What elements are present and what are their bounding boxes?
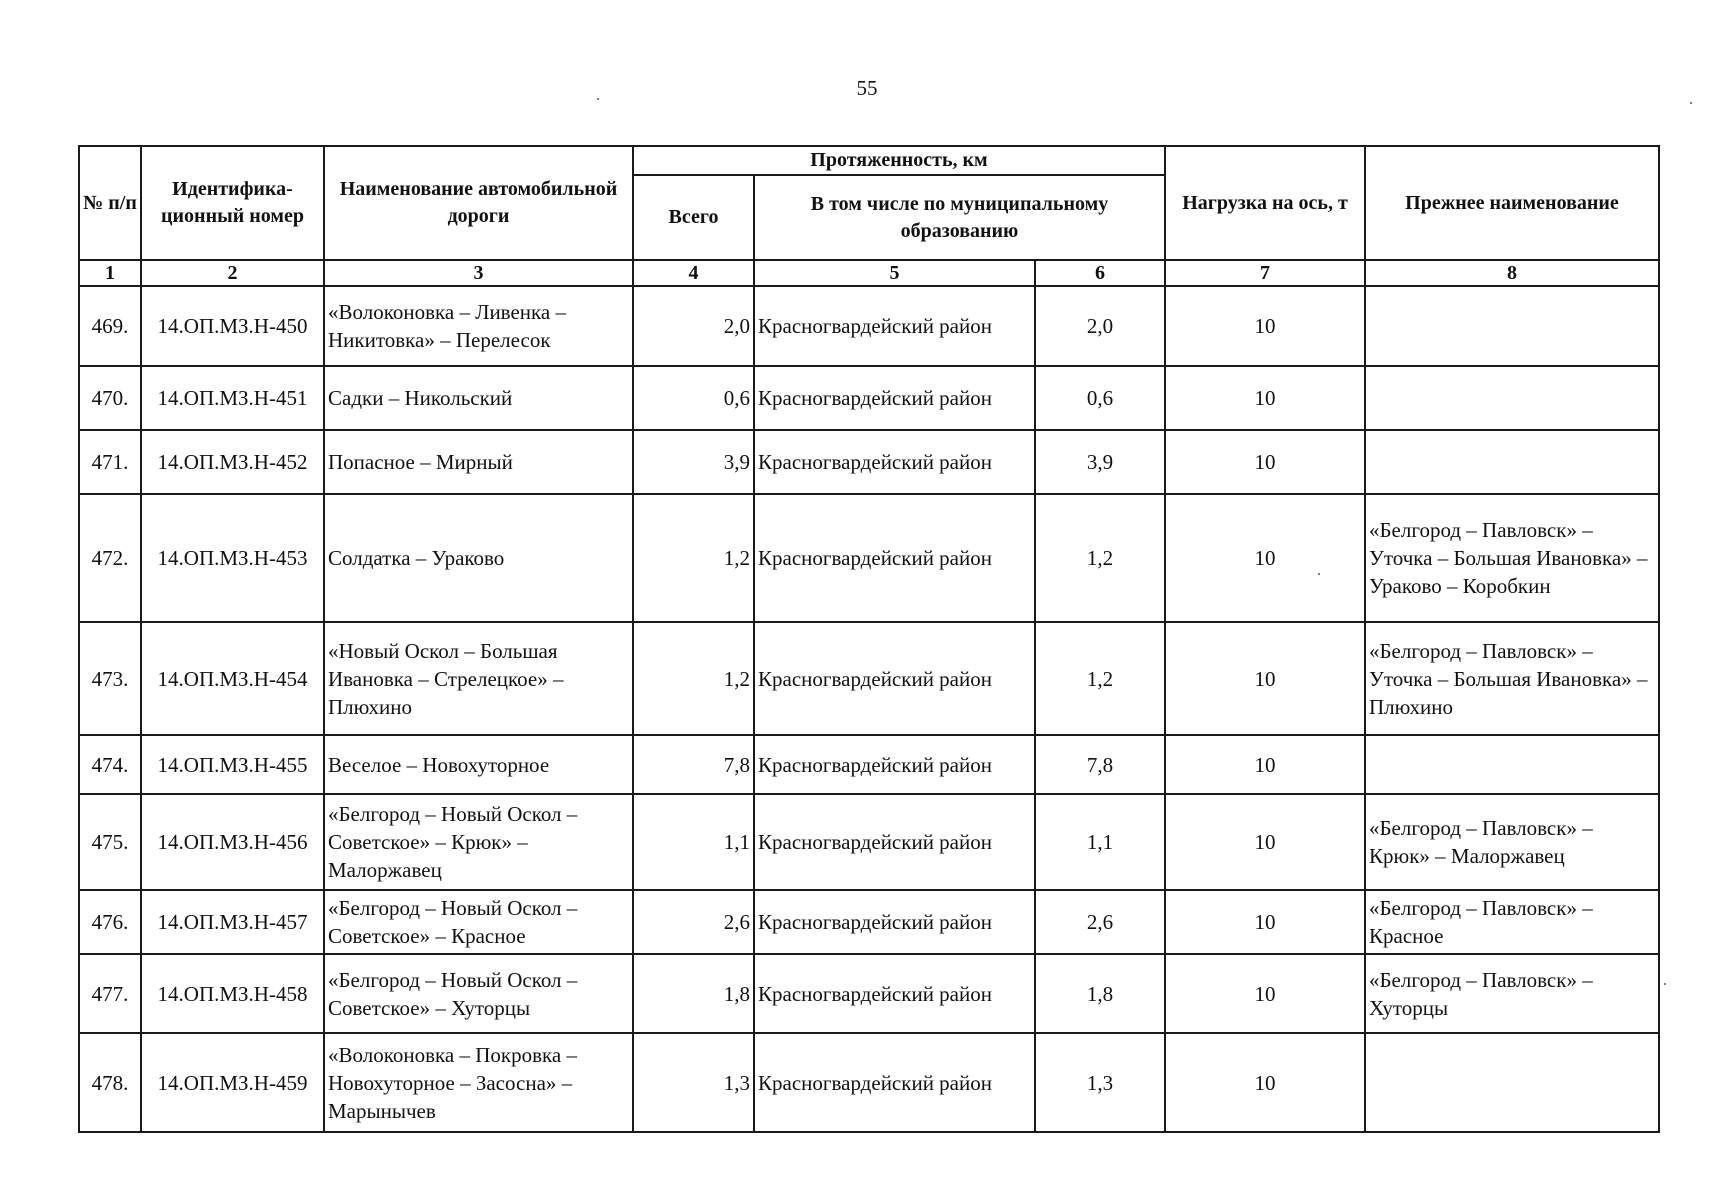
old-name: «Белгород – Павловск» – Уточка – Большая Ивановка» – Плюхино [1365,622,1659,735]
road-name: «Новый Оскол – Большая Ивановка – Стрелецкое» – Плюхино [324,622,633,735]
road-id: 14.ОП.МЗ.Н-458 [141,954,324,1033]
axle-load: 10 [1165,890,1365,954]
header-old-name: Прежнее наименование [1365,146,1659,260]
header-road-name: Наименование автомобильной дороги [324,146,633,260]
municipality-name: Красногвардейский район [754,622,1035,735]
road-name: Веселое – Новохуторное [324,735,633,794]
municipality-length: 2,0 [1035,286,1165,366]
total-length: 1,8 [633,954,754,1033]
row-number: 477. [79,954,141,1033]
axle-load: 10 [1165,286,1365,366]
column-number: 5 [754,260,1035,286]
old-name [1365,735,1659,794]
road-name: Попасное – Мирный [324,430,633,494]
old-name: «Белгород – Павловск» – Крюк» – Малоржавец [1365,794,1659,890]
row-number: 475. [79,794,141,890]
column-number: 7 [1165,260,1365,286]
municipality-length: 7,8 [1035,735,1165,794]
road-id: 14.ОП.МЗ.Н-457 [141,890,324,954]
scan-speck [597,98,599,100]
municipality-name: Красногвардейский район [754,494,1035,622]
municipality-length: 1,3 [1035,1033,1165,1132]
municipality-name: Красногвардейский район [754,735,1035,794]
old-name [1365,366,1659,430]
road-id: 14.ОП.МЗ.Н-450 [141,286,324,366]
total-length: 7,8 [633,735,754,794]
municipality-length: 2,6 [1035,890,1165,954]
header-total: Всего [633,175,754,260]
scan-speck [1690,102,1692,104]
row-number: 471. [79,430,141,494]
road-name: «Белгород – Новый Оскол – Советское» – Хуторцы [324,954,633,1033]
total-length: 1,3 [633,1033,754,1132]
municipality-length: 1,2 [1035,494,1165,622]
old-name [1365,1033,1659,1132]
row-number: 470. [79,366,141,430]
table-row [79,735,1659,794]
total-length: 2,0 [633,286,754,366]
row-number: 474. [79,735,141,794]
header-length-group: Протяженность, км [633,146,1165,175]
table-row [79,794,1659,890]
road-id: 14.ОП.МЗ.Н-455 [141,735,324,794]
axle-load: 10 [1165,954,1365,1033]
road-name: «Волоконовка – Ливенка – Никитовка» – Перелесок [324,286,633,366]
axle-load: 10 [1165,735,1365,794]
table-row [79,430,1659,494]
road-id: 14.ОП.МЗ.Н-452 [141,430,324,494]
old-name [1365,286,1659,366]
total-length: 0,6 [633,366,754,430]
header-id: Идентифика- ционный номер [141,146,324,260]
table-row [79,366,1659,430]
municipality-length: 1,1 [1035,794,1165,890]
total-length: 3,9 [633,430,754,494]
column-number: 6 [1035,260,1165,286]
roads-table [78,145,1660,1133]
row-number: 472. [79,494,141,622]
municipality-length: 1,8 [1035,954,1165,1033]
municipality-name: Красногвардейский район [754,794,1035,890]
row-number: 478. [79,1033,141,1132]
road-id: 14.ОП.МЗ.Н-453 [141,494,324,622]
page-number: 55 [856,76,878,100]
road-id: 14.ОП.МЗ.Н-454 [141,622,324,735]
column-number: 8 [1365,260,1659,286]
column-number: 3 [324,260,633,286]
municipality-name: Красногвардейский район [754,366,1035,430]
axle-load: 10 [1165,622,1365,735]
municipality-length: 0,6 [1035,366,1165,430]
road-id: 14.ОП.МЗ.Н-456 [141,794,324,890]
municipality-name: Красногвардейский район [754,430,1035,494]
axle-load: 10 [1165,1033,1365,1132]
table-row [79,954,1659,1033]
table-row [79,1033,1659,1132]
municipality-name: Красногвардейский район [754,286,1035,366]
municipality-name: Красногвардейский район [754,954,1035,1033]
road-name: «Белгород – Новый Оскол – Советское» – Крюк» – Малоржавец [324,794,633,890]
total-length: 1,2 [633,494,754,622]
road-id: 14.ОП.МЗ.Н-459 [141,1033,324,1132]
axle-load: 10 [1165,430,1365,494]
scan-speck [1664,983,1666,985]
axle-load: 10 [1165,366,1365,430]
total-length: 1,1 [633,794,754,890]
road-name: Солдатка – Ураково [324,494,633,622]
road-name: «Волоконовка – Покровка – Новохуторное – Засосна» – Марынычев [324,1033,633,1132]
header-no: № п/п [79,146,141,260]
row-number: 473. [79,622,141,735]
total-length: 1,2 [633,622,754,735]
municipality-name: Красногвардейский район [754,890,1035,954]
header-axle-load: Нагрузка на ось, т [1165,146,1365,260]
column-number: 2 [141,260,324,286]
old-name: «Белгород – Павловск» – Уточка – Большая Ивановка» – Ураково – Коробкин [1365,494,1659,622]
header-municipality: В том числе по муниципальному образованию [754,175,1165,260]
row-number: 469. [79,286,141,366]
municipality-name: Красногвардейский район [754,1033,1035,1132]
road-id: 14.ОП.МЗ.Н-451 [141,366,324,430]
road-name: Садки – Никольский [324,366,633,430]
column-number: 4 [633,260,754,286]
old-name: «Белгород – Павловск» – Красное [1365,890,1659,954]
row-number: 476. [79,890,141,954]
old-name: «Белгород – Павловск» – Хуторцы [1365,954,1659,1033]
table-row [79,622,1659,735]
table-row [79,890,1659,954]
road-name: «Белгород – Новый Оскол – Советское» – Красное [324,890,633,954]
municipality-length: 3,9 [1035,430,1165,494]
axle-load: 10 [1165,494,1365,622]
old-name [1365,430,1659,494]
municipality-length: 1,2 [1035,622,1165,735]
column-number: 1 [79,260,141,286]
table-row [79,286,1659,366]
total-length: 2,6 [633,890,754,954]
table-row [79,494,1659,622]
axle-load: 10 [1165,794,1365,890]
